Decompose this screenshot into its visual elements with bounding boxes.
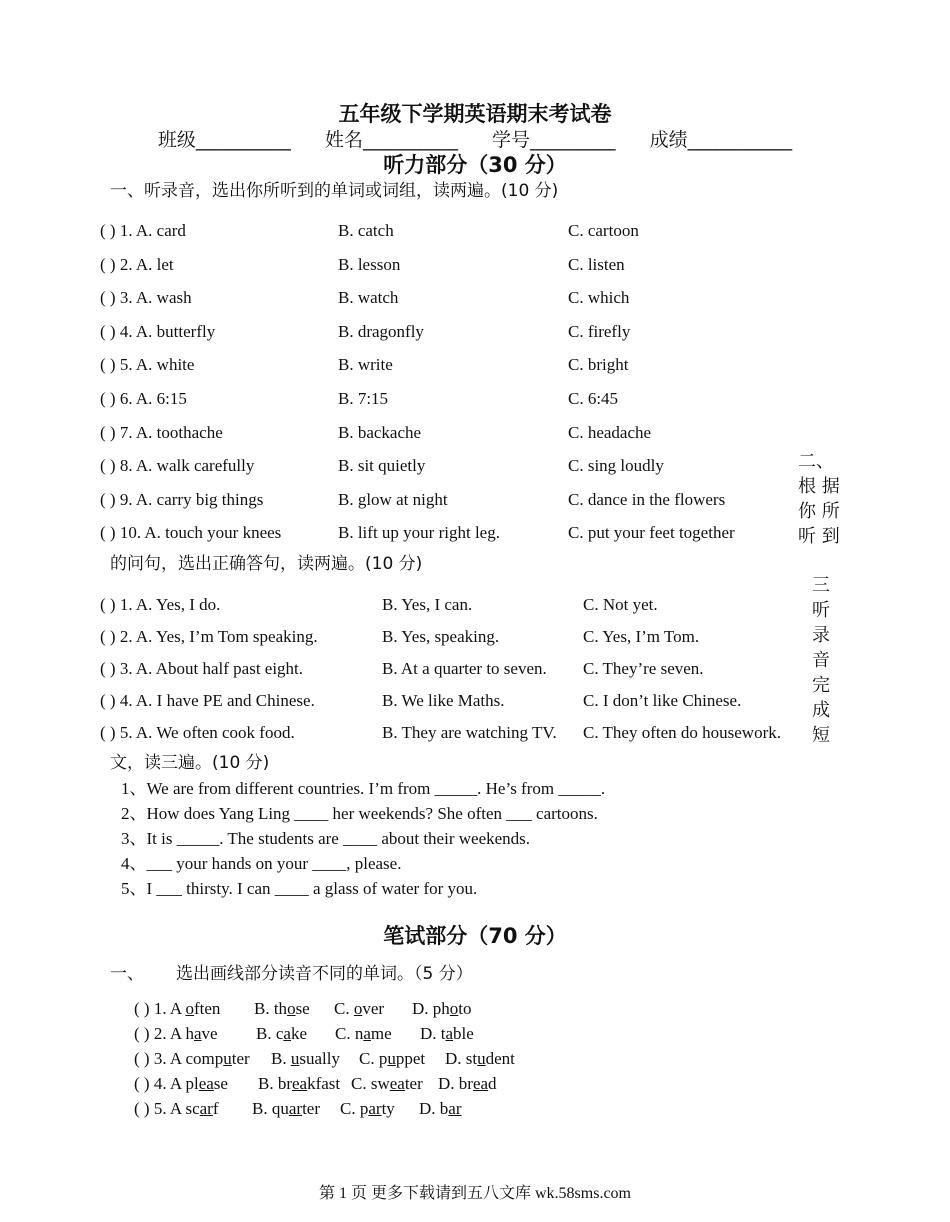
option-b: B. watch (338, 288, 399, 308)
option-c: C. 6:45 (568, 389, 619, 408)
word-part: C. n (335, 1024, 364, 1043)
word-part: ( ) 2. A h (134, 1024, 194, 1043)
word-part: ter (302, 1099, 320, 1118)
listening-part2-side-label: 二、 根 据 你 所 听 到 (798, 451, 840, 547)
option-a: ( ) 5. A. white (100, 355, 195, 375)
word-part: D. t (420, 1024, 446, 1043)
option-b: B. catch (338, 221, 394, 240)
word-part: ( ) 5. A sc (134, 1099, 200, 1118)
written-part1-number: 一、 (110, 964, 144, 984)
word-part: kfast (307, 1074, 341, 1093)
question-option-a (134, 999, 220, 1019)
option-d (420, 1024, 474, 1044)
question-option-a (134, 1099, 219, 1119)
underlined-letters: u (290, 1049, 300, 1068)
option-b (271, 1049, 340, 1069)
option-a: ( ) 1. A. Yes, I do. (100, 595, 221, 614)
word-part: to (458, 999, 472, 1018)
option-b: B. They are watching TV. (382, 723, 557, 742)
word-part: ver (362, 999, 385, 1018)
option-b (254, 999, 310, 1019)
option-a: ( ) 10. A. touch your knees (100, 523, 282, 543)
option-a: ( ) 2. A. let (100, 254, 174, 274)
underlined-letters: ea (389, 1074, 405, 1093)
word-part: B. (271, 1049, 291, 1068)
option-c: C. They’re seven. (583, 659, 704, 678)
option-c: C. Not yet. (583, 595, 658, 614)
question-option-a (134, 1074, 228, 1094)
underlined-letters: ea (472, 1074, 489, 1093)
word-part: d (488, 1074, 497, 1093)
option-c (351, 1074, 423, 1094)
word-part: D. ph (412, 999, 450, 1018)
option-b: B. write (338, 355, 393, 375)
word-part: D. br (438, 1074, 473, 1093)
word-part: ppet (395, 1049, 426, 1068)
word-part: ve (201, 1024, 218, 1043)
option-b: B. Yes, I can. (382, 595, 473, 614)
word-part: D. st (445, 1049, 478, 1068)
option-c: C. bright (568, 355, 629, 375)
underlined-letters: ar (368, 1099, 382, 1118)
word-part: ty (381, 1099, 395, 1118)
fill-blank-item: 5、I ___ thirsty. I can ____ a glass of water for you. (121, 879, 478, 898)
word-part: f (212, 1099, 219, 1118)
option-c: C. cartoon (568, 221, 639, 240)
option-b: B. lesson (338, 254, 401, 274)
option-a: ( ) 7. A. toothache (100, 422, 223, 442)
word-part: dent (485, 1049, 515, 1068)
underlined-letters: a (363, 1024, 371, 1043)
option-a: ( ) 4. A. I have PE and Chinese. (100, 691, 315, 710)
written-section-title: 笔试部分（70 分） (383, 924, 567, 948)
underlined-letters: ea (198, 1074, 214, 1093)
listening-part1-instruction: 一、听录音，选出你所听到的单词或词组，读两遍。(10 分) (110, 181, 559, 201)
word-part: ter (231, 1049, 250, 1068)
option-a: ( ) 3. A. wash (100, 288, 192, 308)
word-part: C. (334, 999, 354, 1018)
option-c (340, 1099, 395, 1119)
option-b (252, 1099, 320, 1119)
word-part: ( ) 3. A comp (134, 1049, 224, 1068)
underlined-letters: o (353, 999, 363, 1018)
word-part: se (213, 1074, 228, 1093)
underlined-letters: u (387, 1049, 396, 1068)
option-c (334, 999, 384, 1019)
word-part: C. p (340, 1099, 369, 1118)
option-b: B. dragonfly (338, 321, 424, 341)
underlined-letters: ar (288, 1099, 303, 1118)
word-part: ke (290, 1024, 307, 1043)
option-a: ( ) 9. A. carry big things (100, 489, 264, 509)
option-a: ( ) 4. A. butterfly (100, 321, 216, 341)
option-c (359, 1049, 425, 1069)
fill-blank-item: 2、How does Yang Ling ____ her weekends? She often ___ cartoons. (121, 804, 598, 823)
underlined-letters: ar (448, 1099, 462, 1118)
listening-part3-instruction: 文，读三遍。(10 分) (110, 753, 270, 773)
class-field: 班级__________ (157, 129, 291, 151)
option-a: ( ) 2. A. Yes, I’m Tom speaking. (100, 627, 318, 646)
page-footer: 第 1 页 更多下载请到五八文库 wk.58sms.com (318, 1185, 631, 1202)
option-c: C. headache (568, 422, 652, 442)
underlined-letters: o (185, 999, 194, 1018)
word-part: ( ) 4. A pl (134, 1074, 199, 1093)
number-field: 学号_________ (492, 129, 616, 151)
option-b: B. sit quietly (338, 456, 426, 476)
underlined-letters: o (287, 999, 296, 1018)
option-b: B. glow at night (338, 489, 448, 509)
option-b: B. Yes, speaking. (382, 627, 500, 646)
fill-blank-item: 4、___ your hands on your ____, please. (121, 854, 402, 873)
listening-part3-side-label: 三 听 录 音 完 成 短 (812, 575, 830, 746)
option-c: C. listen (568, 254, 625, 274)
student-info-line (0, 125, 950, 152)
word-part: ften (193, 999, 221, 1018)
underlined-letters: ea (292, 1074, 308, 1093)
option-a: ( ) 8. A. walk carefully (100, 456, 255, 476)
option-d (438, 1074, 497, 1094)
word-part: se (295, 999, 310, 1018)
option-d (412, 999, 472, 1019)
underlined-letters: a (283, 1024, 291, 1043)
question-option-a (134, 1049, 250, 1069)
option-b (258, 1074, 340, 1094)
option-b: B. 7:15 (338, 389, 389, 408)
word-part: ter (404, 1074, 423, 1093)
listening-part2-instruction: 的问句，选出正确答句，读两遍。(10 分) (110, 554, 423, 574)
option-b: B. At a quarter to seven. (382, 659, 547, 678)
option-a: ( ) 6. A. 6:15 (100, 389, 187, 408)
underlined-letters: u (477, 1049, 486, 1068)
option-c (335, 1024, 392, 1044)
underlined-letters: u (223, 1049, 232, 1068)
option-c: C. sing loudly (568, 456, 664, 476)
option-b: B. We like Maths. (382, 691, 505, 710)
word-part: me (370, 1024, 392, 1043)
underlined-letters: o (449, 999, 459, 1018)
written-part1-instruction: 选出画线部分读音不同的单词。（5 分） (176, 964, 473, 984)
option-a: ( ) 1. A. card (100, 221, 186, 240)
underlined-letters: ar (199, 1099, 213, 1118)
option-c: C. firefly (568, 321, 631, 341)
word-part: ( ) 1. A (134, 999, 186, 1018)
name-field: 姓名__________ (324, 129, 458, 151)
option-b: B. backache (338, 422, 422, 442)
option-c: C. I don’t like Chinese. (583, 691, 742, 710)
option-d (419, 1099, 462, 1119)
score-field: 成绩___________ (649, 129, 793, 151)
word-part: ble (453, 1024, 474, 1043)
underlined-letters: a (445, 1024, 454, 1043)
fill-blank-item: 1、We are from different countries. I’m from _____. He’s from _____. (121, 779, 606, 798)
word-part: B. qu (252, 1099, 289, 1118)
option-b (256, 1024, 307, 1044)
listening-section-title: 听力部分（30 分） (383, 153, 567, 177)
word-part: D. b (419, 1099, 449, 1118)
word-part: B. c (256, 1024, 284, 1043)
word-part: B. br (258, 1074, 292, 1093)
option-a: ( ) 5. A. We often cook food. (100, 723, 295, 742)
word-part: sually (299, 1049, 340, 1068)
fill-blank-item: 3、It is _____. The students are ____ about their weekends. (121, 829, 531, 848)
underlined-letters: a (193, 1024, 202, 1043)
page-title: 五年级下学期英语期末考试卷 (338, 102, 612, 126)
word-part: B. th (254, 999, 288, 1018)
option-c: C. Yes, I’m Tom. (583, 627, 700, 646)
option-b: B. lift up your right leg. (338, 523, 500, 543)
option-d (445, 1049, 515, 1069)
question-option-a (134, 1024, 218, 1044)
option-c: C. which (568, 288, 630, 308)
word-part: C. sw (351, 1074, 390, 1093)
option-c: C. dance in the flowers (568, 489, 726, 509)
option-c: C. put your feet together (568, 523, 735, 543)
option-a: ( ) 3. A. About half past eight. (100, 659, 304, 678)
word-part: C. p (359, 1049, 388, 1068)
option-c: C. They often do housework. (583, 723, 781, 742)
